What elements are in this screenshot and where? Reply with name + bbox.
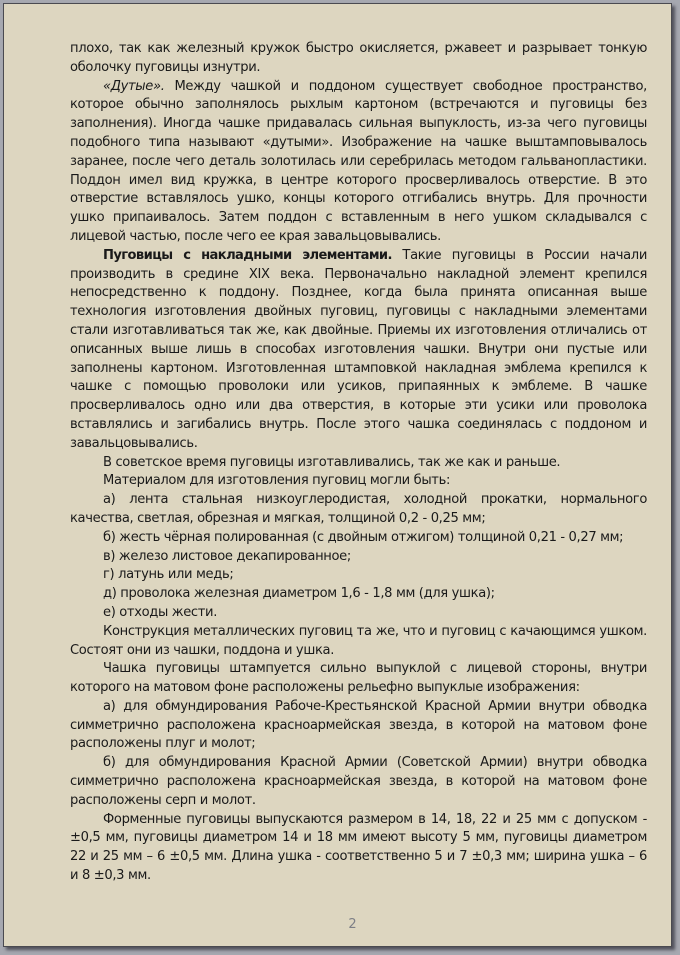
paragraph-construction: Конструкция металлических пуговиц та же, что и пуговиц с качающимся ушком. Состоят они из чашки, поддона и ушка. bbox=[70, 623, 647, 658]
section-heading: Пуговицы с накладными элементами. bbox=[103, 247, 392, 263]
page-number: 2 bbox=[348, 917, 357, 932]
list-item: в) железо листовое декапированное; bbox=[103, 548, 351, 564]
list-item: д) проволока железная диаметром 1,6 - 1,8 мм (для ушка); bbox=[103, 586, 495, 602]
list-item: а) лента стальная низкоуглеродистая, холодной прокатки, нормального качества, светлая, обрезная и мягкая, толщиной 0,2 - 0,25 мм; bbox=[70, 492, 647, 526]
paragraph-sizes: Форменные пуговицы выпускаются размером в 14, 18, 22 и 25 мм с допуском - ±0,5 мм, пуговицы диаметром 14 и 18 мм имеют высоту 5 мм, пуговицы диаметром 22 и 25 мм – 6 ±0,5 мм. Длина ушка - соответственно 5 и 7 ±0,3 мм; ширина ушка – 6 и 8 ±0,3 мм. bbox=[70, 811, 647, 884]
list-item: б) жесть чёрная полированная (с двойным отжигом) толщиной 0,21 - 0,27 мм; bbox=[103, 529, 624, 545]
page-body bbox=[70, 40, 647, 886]
paragraph-soviet-time: В советское время пуговицы изготавливались, так же как и раньше. bbox=[103, 454, 561, 470]
term-dutye: «Дутые». bbox=[103, 78, 165, 94]
paragraph-cup: Чашка пуговицы штампуется сильно выпуклой с лицевой стороны, внутри которого на матовом фоне расположены рельефно выпуклые изображения: bbox=[70, 661, 647, 696]
list-item: г) латунь или медь; bbox=[103, 567, 234, 583]
paragraph-overlay-elements: Пуговицы с накладными элементами. Такие пуговицы в России начали производить в средине XIX века. Первоначально накладной элемент крепился непосредственно к поддону. Позднее, когда была принята описанная выше технология изготовления двойных пуговиц, пуговицы с накладными элементами стали изготавливаться так же, как двойные. Приемы их изготовления отличались от описанных выше лишь в способах изготовления чашки. Внутри они пустые или заполнены картоном. Изготовленная штамповкой накладная эмблема крепился к чашке с помощью проволоки или усиков, припаянных к эмблеме. В чашке просверливалось одно или два отверстия, в которые эти усики или проволока вставлялись и загибались внутрь. После этого чашка соединялась с поддоном и завальцовывались. bbox=[70, 247, 647, 451]
paragraph-1: плохо, так как железный кружок быстро окисляется, ржавеет и разрывает тонкую оболочку пуговицы изнутри. bbox=[70, 41, 647, 75]
paragraph-dutye: «Дутые». Между чашкой и поддоном существует свободное пространство, которое обычно заполнялось рыхлым картоном (встречаются и пуговицы без заполнения). Иногда чашке придавалась сильная выпуклость, из-за чего пуговицы подобного типа называют «дутыми». Изображение на чашке выштамповывалось заранее, после чего деталь золотилась или серебрилась методом гальванопластики. Поддон имел вид кружка, в центре которого просверливалось отверстие. В это отверстие вставлялось ушко, концы которого отгибались внутрь. Для прочности ушко припаивалось. Затем поддон с вставленным в него ушком складывался с лицевой частью, после чего ее края завальцовывались. bbox=[70, 78, 647, 244]
paragraph-materials-intro: Материалом для изготовления пуговиц могли быть: bbox=[103, 473, 451, 489]
list-item: а) для обмундирования Рабоче-Крестьянской Красной Армии внутри обводка симметрично расположена красноармейская звезда, в которой на матовом фоне расположены плуг и молот; bbox=[70, 698, 647, 752]
list-item: е) отходы жести. bbox=[103, 604, 218, 620]
document-page bbox=[3, 3, 672, 947]
list-item: б) для обмундирования Красной Армии (Советской Армии) внутри обводка симметрично расположена красноармейская звезда, в которой на матовом фоне расположены серп и молот. bbox=[70, 755, 647, 808]
